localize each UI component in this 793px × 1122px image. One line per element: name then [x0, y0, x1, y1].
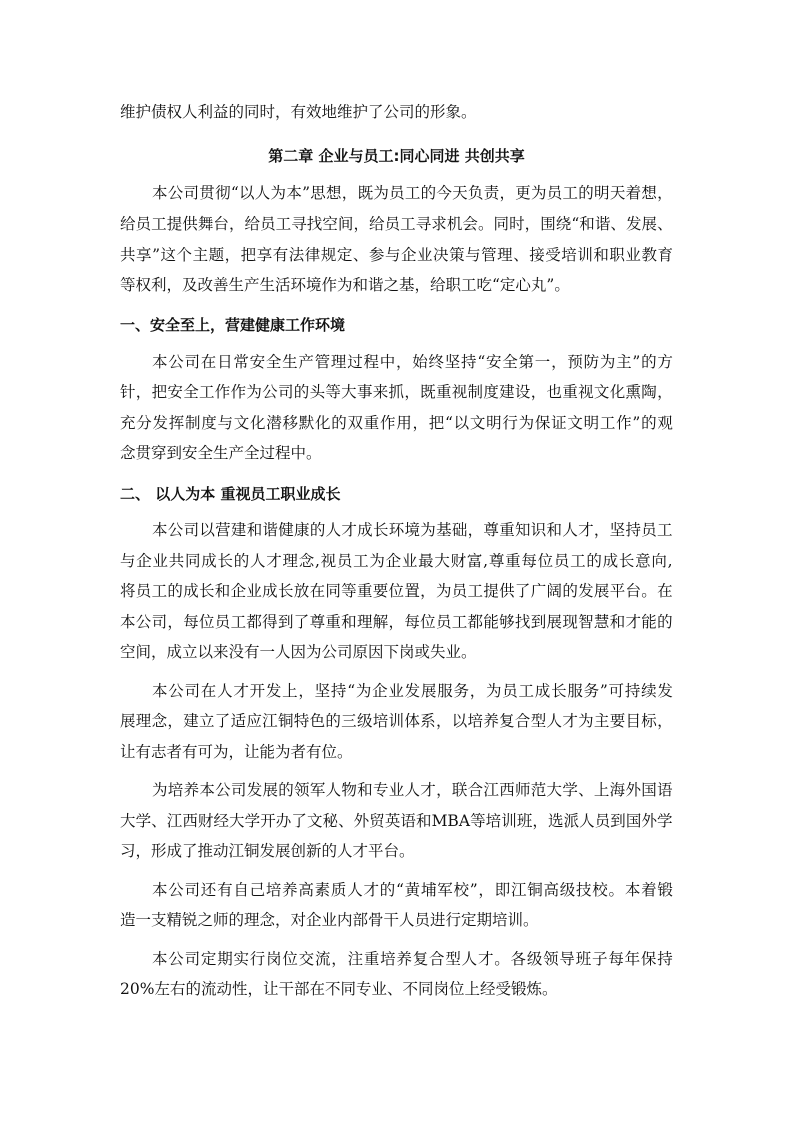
- paragraph-line: 本 公 司 贯 彻 “ 以 人 为 本 ” 思 想 ， 既 为 员 工 的 今 天 负 责 ， 更 为 员 工 的 明 天 着 想 ，: [152, 184, 673, 202]
- paragraph-line: 念贯穿到安全生产全过程中。: [120, 444, 322, 462]
- chapter-title: 第二章 企业与员工:同心同进 共创共享: [268, 147, 525, 165]
- paragraph-line: 维护债权人利益的同时，有效地维护了公司的形象。: [120, 103, 477, 121]
- paragraph-line: 本 公 司 ， 每 位 员 工 都 得 到 了 尊 重 和 理 解 ， 每 位 员 工 都 能 够 找 到 展 现 智 慧 和 才 能 的: [120, 613, 673, 631]
- paragraph-line: 造一支精锐之师的理念，对企业内部骨干人员进行定期培训。: [120, 911, 539, 929]
- paragraph-line: 将 员 工 的 成 长 和 企 业 成 长 放 在 同 等 重 要 位 置 ， 为 员 工 提 供 了 广 阔 的 发 展 平 台 。 在: [120, 582, 673, 600]
- paragraph-line: 让有志者有可为，让能为者有位。: [120, 743, 353, 761]
- paragraph-line: 为 培 养 本 公 司 发 展 的 领 军 人 物 和 专 业 人 才 ， 联 合 江 西 师 范 大 学 、 上 海 外 国 语: [152, 781, 673, 799]
- section-heading: 二、 以人为本 重视员工职业成长: [120, 485, 341, 503]
- paragraph-line: 20%左右的流动性，让干部在不同专业、不同岗位上经受锻炼。: [120, 980, 558, 998]
- paragraph-line: 本 公 司 以 营 建 和 谐 健 康 的 人 才 成 长 环 境 为 基 础 ， 尊 重 知 识 和 人 才 ， 坚 持 员 工: [152, 521, 673, 539]
- paragraph-line: 本 公 司 还 有 自 己 培 养 高 素 质 人 才 的 “ 黄 埔 军 校 ” ， 即 江 铜 高 级 技 校 。 本 着 锻: [152, 881, 673, 899]
- paragraph-line: 本 公 司 定 期 实 行 岗 位 交 流 ， 注 重 培 养 复 合 型 人 才 。 各 级 领 导 班 子 每 年 保 持: [152, 950, 673, 968]
- paragraph-line: 展 理 念 ， 建 立 了 适 应 江 铜 特 色 的 三 级 培 训 体 系 ， 以 培 养 复 合 型 人 才 为 主 要 目 标 ，: [120, 712, 673, 730]
- paragraph-line: 充 分 发 挥 制 度 与 文 化 潜 移 默 化 的 双 重 作 用 ， 把 “ 以 文 明 行 为 保 证 文 明 工 作 ” 的 观: [120, 414, 673, 432]
- paragraph-line: 大 学 、 江 西 财 经 大 学 开 办 了 文 秘 、 外 贸 英 语 和 MBA 等 培 训 班 ， 选 派 人 员 到 国 外 学: [120, 812, 673, 830]
- paragraph-line: 等权利，及改善生产生活环境作为和谐之基，给职工吃“定心丸”。: [120, 276, 570, 294]
- paragraph-line: 本 公 司 在 人 才 开 发 上 ， 坚 持 “ 为 企 业 发 展 服 务 ， 为 员 工 成 长 服 务 ” 可 持 续 发: [152, 682, 673, 700]
- paragraph-line: 给 员 工 提 供 舞 台 ， 给 员 工 寻 找 空 间 ， 给 员 工 寻 求 机 会 。 同 时 ， 围 绕 “ 和 谐 、 发 展 、: [120, 215, 673, 233]
- paragraph-line: 针 ， 把 安 全 工 作 作 为 公 司 的 头 等 大 事 来 抓 ， 既 重 视 制 度 建 设 ， 也 重 视 文 化 熏 陶 ，: [120, 383, 673, 401]
- paragraph-line: 与 企 业 共 同 成 长 的 人 才 理 念 , 视 员 工 为 企 业 最 大 财 富 , 尊 重 每 位 员 工 的 成 长 意 向 ,: [120, 552, 673, 570]
- paragraph-line: 本 公 司 在 日 常 安 全 生 产 管 理 过 程 中 ， 始 终 坚 持 “ 安 全 第 一 ， 预 防 为 主 ” 的 方: [152, 353, 673, 371]
- section-heading: 一、安全至上，营建健康工作环境: [120, 316, 346, 334]
- paragraph-line: 习，形成了推动江铜发展创新的人才平台。: [120, 842, 415, 860]
- paragraph-line: 空间，成立以来没有一人因为公司原因下岗或失业。: [120, 643, 477, 661]
- paragraph-line: 共 享 ” 这 个 主 题 ， 把 享 有 法 律 规 定 、 参 与 企 业 决 策 与 管 理 、 接 受 培 训 和 职 业 教 育: [120, 246, 673, 264]
